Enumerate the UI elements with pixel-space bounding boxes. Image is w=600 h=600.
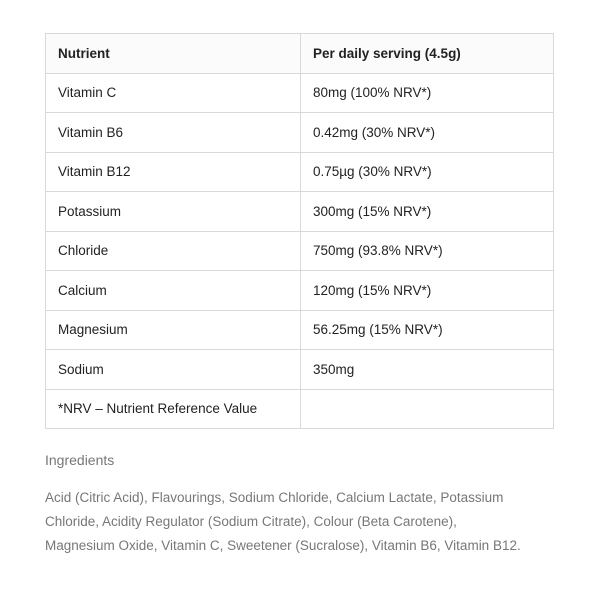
- nutrient-amount: 350mg: [301, 350, 554, 390]
- header-nutrient: Nutrient: [46, 34, 301, 74]
- ingredients-line: Chloride, Acidity Regulator (Sodium Citrate), Colour (Beta Carotene),: [45, 514, 457, 529]
- ingredients-list: [45, 486, 565, 558]
- ingredients-heading: Ingredients: [45, 452, 115, 468]
- table-row: [46, 350, 554, 390]
- nutrient-name: Vitamin C: [46, 73, 301, 113]
- table-header-row: [46, 34, 554, 74]
- nutrient-name: Potassium: [46, 192, 301, 232]
- nutrient-name: Chloride: [46, 231, 301, 271]
- nutrient-amount: 0.75µg (30% NRV*): [301, 152, 554, 192]
- nutrient-name: Vitamin B12: [46, 152, 301, 192]
- table-row: [46, 152, 554, 192]
- nutrient-name: Sodium: [46, 350, 301, 390]
- nutrient-amount: 750mg (93.8% NRV*): [301, 231, 554, 271]
- nutrient-amount: 120mg (15% NRV*): [301, 271, 554, 311]
- nutrient-amount: 300mg (15% NRV*): [301, 192, 554, 232]
- header-per-serving: Per daily serving (4.5g): [301, 34, 554, 74]
- nutrient-amount: 56.25mg (15% NRV*): [301, 310, 554, 350]
- empty-cell: [301, 389, 554, 429]
- nutrient-amount: 80mg (100% NRV*): [301, 73, 554, 113]
- ingredients-line: Acid (Citric Acid), Flavourings, Sodium Chloride, Calcium Lactate, Potassium: [45, 490, 504, 505]
- ingredients-line: Magnesium Oxide, Vitamin C, Sweetener (Sucralose), Vitamin B6, Vitamin B12.: [45, 538, 521, 553]
- nutrient-name: Calcium: [46, 271, 301, 311]
- table-row: [46, 310, 554, 350]
- nutrition-table: [45, 33, 554, 429]
- table-row: [46, 192, 554, 232]
- nrv-footnote: *NRV – Nutrient Reference Value: [46, 389, 301, 429]
- nutrient-name: Magnesium: [46, 310, 301, 350]
- table-footnote-row: [46, 389, 554, 429]
- table-row: [46, 73, 554, 113]
- nutrient-name: Vitamin B6: [46, 113, 301, 153]
- table-row: [46, 271, 554, 311]
- nutrient-amount: 0.42mg (30% NRV*): [301, 113, 554, 153]
- table-row: [46, 231, 554, 271]
- table-row: [46, 113, 554, 153]
